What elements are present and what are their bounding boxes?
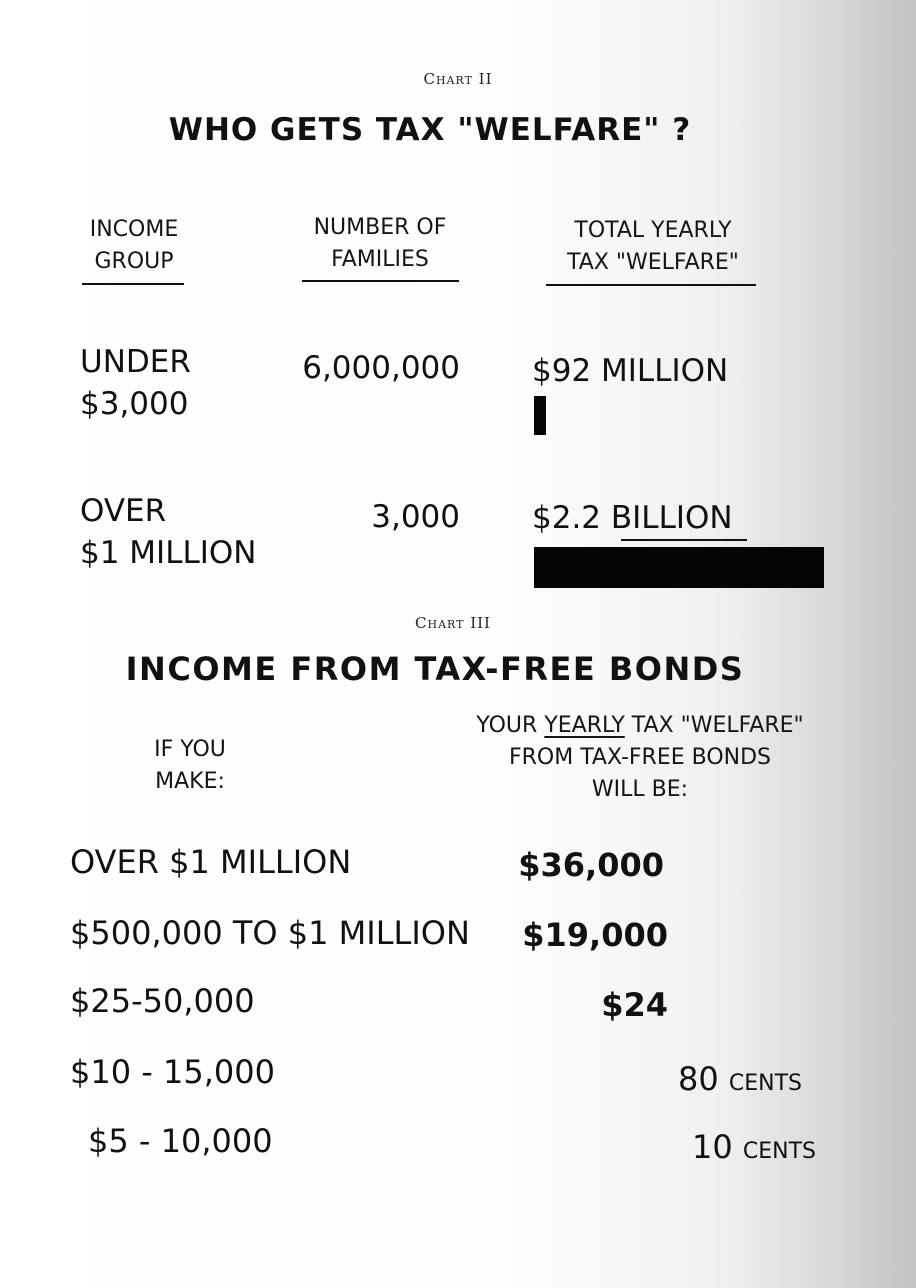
bond-welfare-unit: CENTS — [742, 1139, 817, 1164]
bond-welfare-amount: 10 — [692, 1128, 733, 1166]
header-income-group — [62, 214, 206, 278]
header-families-line2: FAMILIES — [331, 247, 429, 272]
bond-row-welfare — [678, 1060, 802, 1098]
header-income-group-line2: GROUP — [94, 249, 174, 274]
row-over-1m-group — [80, 490, 256, 574]
header-families-line1: NUMBER OF — [313, 215, 447, 240]
header-yearly-word: YEARLY — [544, 713, 625, 738]
bond-row-income: $25-50,000 — [70, 982, 255, 1020]
row-over-1m-welfare-unit: BILLION — [610, 500, 733, 536]
chart-ii-title: WHO GETS TAX "WELFARE" ? — [168, 112, 692, 148]
header-your-yearly-part3: TAX "WELFARE" — [624, 713, 804, 738]
header-welfare-line1: TOTAL YEARLY — [574, 218, 732, 243]
header-number-of-families — [290, 212, 470, 276]
row-under-3000-welfare — [532, 350, 728, 392]
bond-row-welfare: $19,000 — [522, 916, 668, 954]
bond-row-income: $10 - 15,000 — [70, 1053, 275, 1091]
bond-welfare-unit: CENTS — [728, 1071, 803, 1096]
row-over-1m-families: 3,000 — [371, 499, 460, 535]
bond-row-welfare — [692, 1128, 816, 1166]
row-under-3000-welfare-amount: $92 — [532, 353, 602, 389]
header-your-yearly-line3: WILL BE: — [591, 777, 689, 802]
row-under-3000-group-line2: $3,000 — [80, 386, 189, 422]
header-if-you-make-line2: MAKE: — [155, 769, 225, 794]
header-income-group-rule — [82, 283, 184, 285]
header-welfare-rule — [546, 284, 756, 286]
chart-ii-caption: Chart II — [423, 70, 493, 88]
row-over-1m-welfare-amount: $2.2 — [532, 500, 611, 536]
header-your-yearly-part1: YOUR — [476, 713, 545, 738]
row-under-3000-group-line1: UNDER — [80, 344, 191, 380]
bond-row-income: $500,000 TO $1 MILLION — [70, 914, 470, 952]
row-under-3000-group — [80, 341, 191, 425]
bond-welfare-amount: 80 — [678, 1060, 719, 1098]
chart-iii-title: INCOME FROM TAX-FREE BONDS — [125, 650, 745, 688]
row-over-1m-group-line1: OVER — [80, 493, 167, 529]
row-under-3000-welfare-unit: MILLION — [601, 353, 729, 389]
row-over-1m-welfare — [532, 497, 733, 539]
header-your-yearly-line1 — [440, 710, 840, 742]
bond-row-welfare: $36,000 — [518, 846, 664, 884]
header-income-group-line1: INCOME — [89, 217, 179, 242]
billion-underline — [621, 539, 747, 541]
bond-row-income: $5 - 10,000 — [88, 1122, 273, 1160]
header-your-yearly-line2: FROM TAX-FREE BONDS — [508, 745, 772, 770]
chart-iii-caption: Chart III — [415, 614, 491, 632]
welfare-bar-under-3000 — [534, 396, 546, 435]
header-welfare-line2: TAX "WELFARE" — [567, 250, 739, 275]
row-under-3000-families: 6,000,000 — [302, 350, 460, 386]
header-if-you-make — [120, 734, 260, 798]
welfare-bar-over-1m — [534, 547, 824, 588]
header-families-rule — [302, 280, 459, 282]
bond-row-income: OVER $1 MILLION — [70, 843, 352, 881]
row-over-1m-group-line2: $1 MILLION — [80, 535, 257, 571]
header-your-yearly-welfare — [440, 710, 840, 806]
header-total-yearly-welfare — [538, 215, 768, 279]
bond-row-welfare: $24 — [601, 986, 668, 1024]
header-if-you-make-line1: IF YOU — [154, 737, 226, 762]
